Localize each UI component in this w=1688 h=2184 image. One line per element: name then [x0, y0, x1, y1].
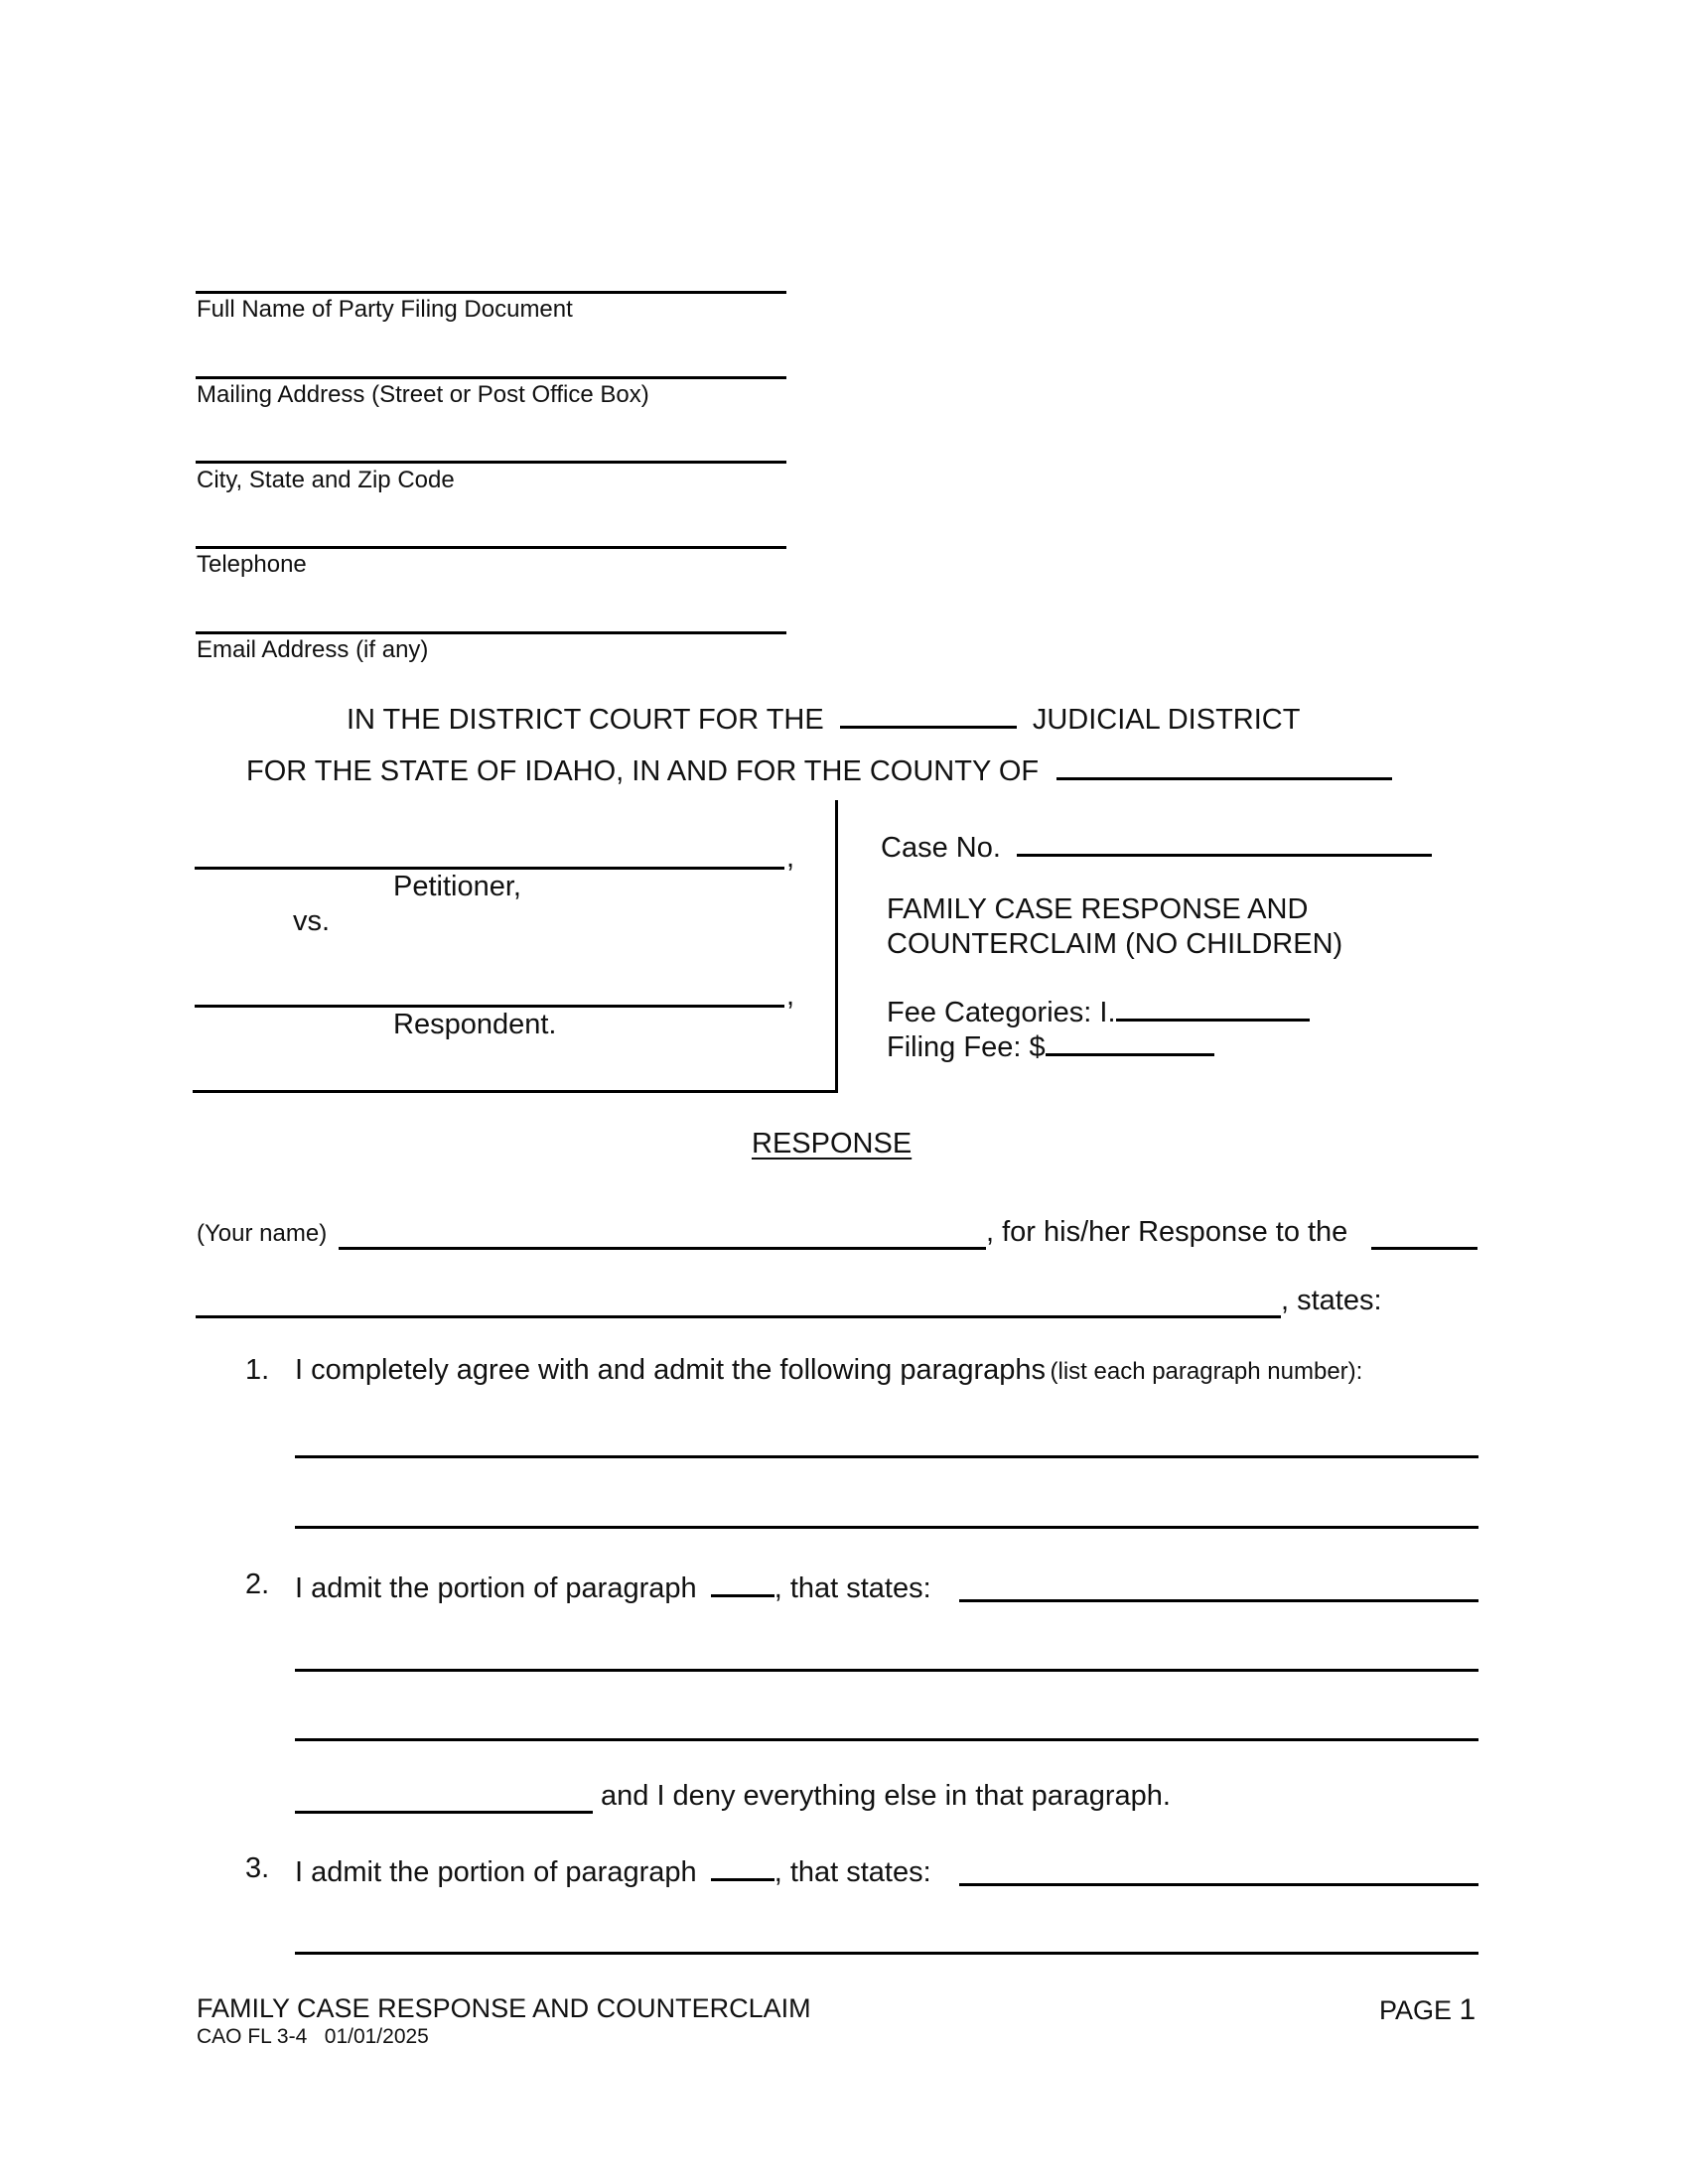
footer-page-label: PAGE: [1379, 1995, 1453, 2025]
court-heading-line1: [347, 700, 1300, 737]
item-3-text-suffix: , that states:: [774, 1856, 931, 1888]
petitioner-name-line[interactable]: [195, 867, 784, 870]
fee-categories-row: [887, 993, 1310, 1029]
full-name-label: Full Name of Party Filing Document: [197, 296, 573, 323]
response-to-line[interactable]: [1371, 1247, 1477, 1250]
item-2-statement-line-4[interactable]: [295, 1811, 593, 1814]
item-3-text-row: [295, 1852, 931, 1889]
filing-fee-label: Filing Fee: $: [887, 1031, 1046, 1063]
city-state-zip-label: City, State and Zip Code: [197, 467, 455, 493]
telephone-line[interactable]: [196, 546, 786, 549]
item-2-text-suffix: , that states:: [774, 1572, 931, 1604]
court-line1-prefix: IN THE DISTRICT COURT FOR THE: [347, 704, 824, 736]
section-title: RESPONSE: [752, 1128, 913, 1160]
item-3-statement-line-1[interactable]: [959, 1883, 1478, 1886]
full-name-line[interactable]: [196, 291, 786, 294]
fee-categories-label: Fee Categories: I.: [887, 997, 1116, 1028]
filing-fee-blank[interactable]: [1046, 1027, 1214, 1056]
email-label: Email Address (if any): [197, 636, 429, 663]
item-1-answer-line-2[interactable]: [295, 1526, 1478, 1529]
footer-title: FAMILY CASE RESPONSE AND COUNTERCLAIM: [197, 1993, 811, 2023]
respondent-label: Respondent.: [393, 1009, 557, 1040]
item-2-statement-line-2[interactable]: [295, 1669, 1478, 1672]
item-1-text-row: [295, 1354, 1362, 1387]
footer-form-code: CAO FL 3-4 01/01/2025: [197, 2025, 429, 2048]
telephone-label: Telephone: [197, 551, 307, 578]
item-2-statement-line-1[interactable]: [959, 1599, 1478, 1602]
respondent-comma: ,: [786, 980, 795, 1012]
email-line[interactable]: [196, 631, 786, 634]
item-2-text-row: [295, 1569, 931, 1605]
footer-page-number: 1: [1459, 1993, 1477, 2026]
item-3-paragraph-blank[interactable]: [711, 1852, 774, 1881]
states-text: , states:: [1281, 1285, 1382, 1316]
judicial-district-blank[interactable]: [840, 700, 1017, 729]
case-number-row: [881, 828, 1432, 865]
item-2-text-prefix: I admit the portion of paragraph: [295, 1572, 697, 1604]
item-3-number: 3.: [245, 1852, 270, 1884]
court-heading-line2: [246, 751, 1392, 788]
document-title-line1: FAMILY CASE RESPONSE AND: [887, 893, 1309, 925]
your-name-label: (Your name): [197, 1220, 328, 1247]
item-2-statement-line-3[interactable]: [295, 1738, 1478, 1741]
case-number-label: Case No.: [881, 832, 1001, 864]
item-2-deny-text: and I deny everything else in that paragraph.: [601, 1780, 1171, 1812]
county-blank[interactable]: [1056, 751, 1392, 780]
court-line2-prefix: FOR THE STATE OF IDAHO, IN AND FOR THE COUNTY OF: [246, 755, 1040, 787]
item-2-number: 2.: [245, 1569, 270, 1600]
petitioner-comma: ,: [786, 842, 795, 874]
filing-fee-row: [887, 1027, 1214, 1064]
city-state-zip-line[interactable]: [196, 461, 786, 464]
item-1-answer-line-1[interactable]: [295, 1455, 1478, 1458]
case-number-blank[interactable]: [1017, 828, 1432, 857]
caption-divider: [835, 800, 838, 1092]
item-1-note: (list each paragraph number):: [1050, 1358, 1363, 1385]
petitioner-label: Petitioner,: [393, 871, 521, 902]
vs-label: vs.: [293, 905, 331, 937]
item-3-text-prefix: I admit the portion of paragraph: [295, 1856, 697, 1888]
court-line1-suffix: JUDICIAL DISTRICT: [1032, 704, 1301, 736]
mailing-address-label: Mailing Address (Street or Post Office Box): [197, 381, 649, 408]
respondent-name-line[interactable]: [195, 1005, 784, 1008]
footer-page: [1379, 1993, 1476, 2027]
item-1-text: I completely agree with and admit the following paragraphs: [295, 1354, 1047, 1386]
for-response-text: , for his/her Response to the: [986, 1216, 1348, 1248]
item-3-statement-line-2[interactable]: [295, 1952, 1478, 1955]
item-1-number: 1.: [245, 1354, 270, 1386]
response-to-line-2[interactable]: [196, 1315, 1281, 1318]
item-2-paragraph-blank[interactable]: [711, 1569, 774, 1597]
mailing-address-line[interactable]: [196, 376, 786, 379]
document-title-line2: COUNTERCLAIM (NO CHILDREN): [887, 928, 1343, 960]
your-name-line[interactable]: [339, 1247, 986, 1250]
fee-category-blank[interactable]: [1116, 993, 1310, 1022]
caption-bottom-border: [193, 1090, 838, 1093]
